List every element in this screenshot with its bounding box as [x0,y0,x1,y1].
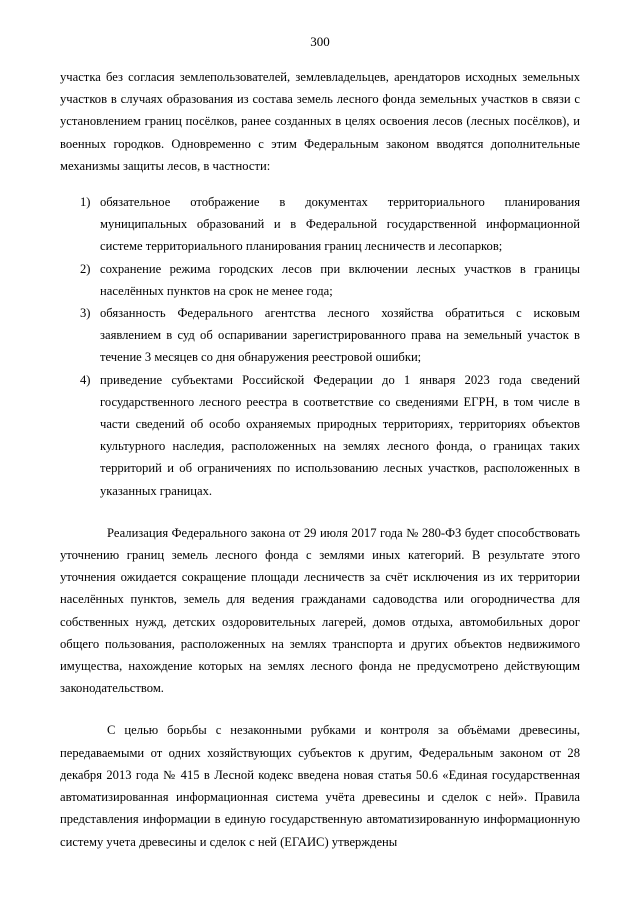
list-item-text: обязанность Федерального агентства лесного хозяйства обратиться с исковым заявлением в суд об оспаривании зарегистрированного права на земельный участок в течение 3 месяцев со дня обнаружения реестровой ошибки; [100,306,580,365]
list-item [60,302,580,369]
paragraph-intro: участка без согласия землепользователей, землевладельцев, арендаторов исходных земельных участков в случаях образования из состава земель лесного фонда земельных участков в связи с установлением границ посёлков, ранее созданных в целях освоения лесов (лесных посёлков), и военных городков. Одновременно с этим Федеральным законом вводятся дополнительные механизмы защиты лесов, в частности: [60,70,580,173]
list-item [60,258,580,302]
document-body [60,66,580,853]
list-item-number: 3) [80,306,91,321]
list-item-number: 1) [80,195,91,210]
list-item-text: приведение субъектами Российской Федерации до 1 января 2023 года сведений государственного лесного реестра в соответствие со сведениями ЕГРН, в том числе в части сведений об особо охраняемых природных территориях, территориях объектов культурного наследия, расположенных на землях лесного фонда, о границах таких территорий и об ограничениях по использованию лесных участков, расположенных в указанных границах. [100,372,580,498]
list-item-number: 4) [80,372,91,387]
list-item-number: 2) [80,261,91,276]
list-item-text: обязательное отображение в документах территориального планирования муниципальных образований и в Федеральной государственной информационной системе территориального планирования границ лесничеств и лесопарков; [100,195,580,254]
list-item [60,191,580,258]
page-number: 300 [310,34,330,49]
list-item [60,369,580,502]
measures-list [60,191,580,502]
paragraph-law-280: Реализация Федерального закона от 29 июля 2017 года № 280-ФЗ будет способствовать уточнению границ земель лесного фонда с землями иных категорий. В результате этого уточнения ожидается сокращение площади лесничеств за счёт исключения из их территории населённых пунктов, земель для ведения гражданами садоводства или огородничества для собственных нужд, детских оздоровительных лагерей, домов отдыха, автомобильных дорог общего пользования, расположенных на землях транспорта и других объектов недвижимого имущества, нахождение которых на землях лесного фонда не предусмотрено действующим законодательством. [60,525,580,696]
list-item-text: сохранение режима городских лесов при включении лесных участков в границы населённых пунктов на срок не менее года; [100,261,580,298]
paragraph-egais: С целью борьбы с незаконными рубками и контроля за объёмами древесины, передаваемыми от одних хозяйствующих субъектов к другим, Федеральным законом от 28 декабря 2013 года № 415 в Лесной кодекс введена новая статья 50.6 «Единая государственная автоматизированная информационная система учёта древесины и сделок с ней». Правила представления информации в единую государственную автоматизированную информационную систему учета древесины и сделок с ней (ЕГАИС) утверждены [60,723,580,849]
